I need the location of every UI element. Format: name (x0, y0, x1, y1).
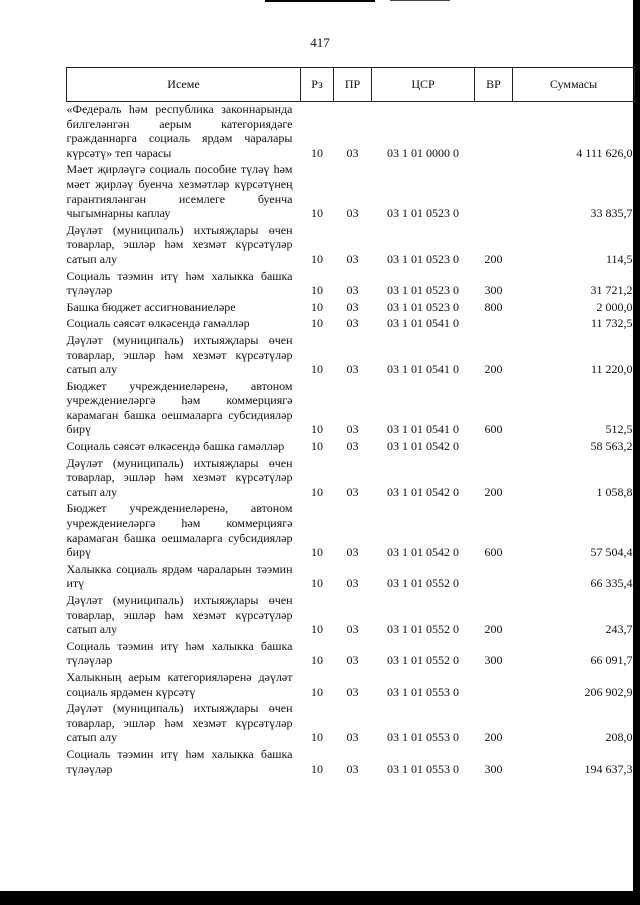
row-name: Башка бюджет ассигнованиеләре (66, 299, 236, 314)
row-rz: 10 (311, 484, 323, 499)
row-rz: 10 (311, 576, 323, 591)
row-vr: 200 (484, 484, 503, 499)
row-csr: 03 1 01 0542 0 (387, 484, 459, 499)
row-csr: 03 1 01 0553 0 (387, 730, 459, 745)
row-vr: 200 (484, 362, 503, 377)
row-vr: 200 (484, 730, 503, 745)
row-csr: 03 1 01 0523 0 (387, 251, 459, 266)
row-vr: 600 (484, 545, 503, 560)
row-rz: 10 (311, 362, 323, 377)
row-name: Бюджет учреждениеләренә, автоном учреждениеләргә һәм коммерциягә карамаган башка оешмаларга субсидияләр бирү (66, 378, 293, 437)
table-row (67, 331, 635, 377)
row-csr: 03 1 01 0553 0 (387, 684, 459, 699)
table-row (67, 221, 635, 267)
row-sum: 208,0 (605, 730, 633, 745)
row-sum: 1 058,8 (596, 484, 633, 499)
row-vr: 300 (484, 283, 503, 298)
table-row (67, 560, 635, 591)
row-csr: 03 1 01 0523 0 (387, 299, 459, 314)
row-rz: 10 (311, 761, 323, 776)
row-name: Дәүләт (муниципаль) ихтыяҗлары өчен товарлар, эшләр һәм хезмәт күрсәтүләр сатып алу (66, 593, 293, 637)
row-rz: 10 (311, 316, 323, 331)
row-vr (475, 437, 513, 454)
table-row (67, 499, 635, 559)
row-rz: 10 (311, 653, 323, 668)
table-row (67, 160, 635, 220)
row-pr: 03 (346, 422, 359, 437)
row-name: Бюджет учреждениеләренә, автоном учреждениеләргә һәм коммерциягә карамаган башка оешмаларга субсидияләр бирү (66, 501, 293, 560)
row-rz: 10 (311, 299, 323, 314)
row-sum: 33 835,7 (590, 206, 633, 221)
row-sum: 2 000,0 (596, 299, 633, 314)
row-vr: 300 (484, 653, 503, 668)
page-number: 417 (310, 35, 330, 50)
row-name: «Федераль һәм республика законнарында билгеләнгән аерым категориядәге гражданнарга социаль ярдәм чаралары күрсәтү» теп чарасы (66, 102, 293, 160)
row-csr: 03 1 01 0523 0 (387, 283, 459, 298)
row-name: Мәет җирләүгә социаль пособие түләү һәм мәет җирләү буенча хезмәтләр күрсәтүнең гарантияләнгән исемлеге буенча чыгымнарны каплау (66, 162, 293, 221)
table-row (67, 437, 635, 454)
row-rz: 10 (311, 145, 323, 160)
header-sum: Суммасы (513, 68, 635, 102)
row-name: Социаль тәэмин итү һәм халыкка башка түләүләр (66, 746, 293, 776)
row-pr: 03 (346, 545, 359, 560)
row-sum: 243,7 (605, 622, 633, 637)
header-rz: Рз (301, 68, 334, 102)
row-sum: 66 335,4 (590, 576, 633, 591)
table-row (67, 699, 635, 745)
row-vr: 800 (484, 299, 503, 314)
row-name: Дәүләт (муниципаль) ихтыяҗлары өчен товарлар, эшләр һәм хезмәт күрсәтүләр сатып алу (66, 332, 293, 377)
row-sum: 4 111 626,0 (576, 145, 633, 160)
row-name: Социаль сәясәт өлкәсендә гамәлләр (66, 316, 250, 331)
row-vr: 200 (484, 251, 503, 266)
row-pr: 03 (346, 251, 359, 266)
row-sum: 58 563,2 (590, 439, 633, 454)
row-sum: 11 220,0 (590, 362, 633, 377)
row-name: Халыкның аерым категорияләренә дәүләт социаль ярдәмен күрсәтү (66, 669, 293, 699)
row-rz: 10 (311, 422, 323, 437)
row-rz: 10 (311, 206, 323, 221)
table-row (67, 745, 635, 776)
row-sum: 512,5 (605, 422, 633, 437)
table-row (67, 637, 635, 668)
row-rz: 10 (311, 684, 323, 699)
row-name: Дәүләт (муниципаль) ихтыяҗлары өчен товарлар, эшләр һәм хезмәт күрсәтүләр сатып алу (66, 455, 293, 499)
row-csr: 03 1 01 0541 0 (387, 316, 459, 331)
table-row (67, 591, 635, 637)
row-csr: 03 1 01 0552 0 (387, 653, 459, 668)
row-vr (475, 102, 513, 161)
row-pr: 03 (346, 684, 359, 699)
row-pr: 03 (346, 730, 359, 745)
row-csr: 03 1 01 0542 0 (387, 439, 459, 454)
scan-border-bottom (0, 891, 640, 905)
table-row (67, 668, 635, 699)
row-name: Халыкка социаль ярдәм чараларын тәэмин итү (66, 561, 293, 591)
row-csr: 03 1 01 0542 0 (387, 545, 459, 560)
row-rz: 10 (311, 251, 323, 266)
row-pr: 03 (346, 761, 359, 776)
row-rz: 10 (311, 545, 323, 560)
row-csr: 03 1 01 0000 0 (387, 145, 459, 160)
row-name: Социаль тәэмин итү һәм халыкка башка түләүләр (66, 638, 293, 668)
header-csr: ЦСР (372, 68, 475, 102)
table-row (67, 298, 635, 315)
row-vr (475, 314, 513, 331)
row-rz: 10 (311, 439, 323, 454)
row-name: Социаль сәясәт өлкәсендә башка гамәлләр (66, 439, 285, 454)
row-csr: 03 1 01 0553 0 (387, 761, 459, 776)
row-sum: 57 504,4 (590, 545, 633, 560)
table-row (67, 314, 635, 331)
row-name: Социаль тәэмин итү һәм халыкка башка түләүләр (66, 268, 293, 298)
table-header-row (67, 68, 635, 102)
row-pr: 03 (346, 283, 359, 298)
row-csr: 03 1 01 0541 0 (387, 362, 459, 377)
row-csr: 03 1 01 0523 0 (387, 206, 459, 221)
row-csr: 03 1 01 0552 0 (387, 622, 459, 637)
row-sum: 194 637,3 (584, 761, 633, 776)
scan-artifact-top (265, 0, 375, 2)
row-pr: 03 (346, 653, 359, 668)
table-row (67, 377, 635, 437)
row-pr: 03 (346, 484, 359, 499)
header-name: Исеме (67, 68, 301, 102)
row-vr: 600 (484, 422, 503, 437)
row-sum: 66 091,7 (590, 653, 633, 668)
table-row (67, 267, 635, 298)
scan-artifact-top-2 (390, 0, 450, 1)
row-sum: 206 902,9 (584, 684, 633, 699)
row-rz: 10 (311, 730, 323, 745)
row-sum: 31 721,2 (590, 283, 633, 298)
row-vr (475, 160, 513, 220)
row-name: Дәүләт (муниципаль) ихтыяҗлары өчен товарлар, эшләр һәм хезмәт күрсәтүләр сатып алу (66, 701, 293, 745)
header-pr: ПР (334, 68, 372, 102)
table-row (67, 454, 635, 500)
row-pr: 03 (346, 316, 359, 331)
row-vr: 300 (484, 761, 503, 776)
row-csr: 03 1 01 0541 0 (387, 422, 459, 437)
row-vr (475, 668, 513, 699)
row-sum: 114,5 (605, 251, 633, 266)
row-pr: 03 (346, 439, 359, 454)
row-pr: 03 (346, 145, 359, 160)
row-pr: 03 (346, 206, 359, 221)
row-name: Дәүләт (муниципаль) ихтыяҗлары өчен товарлар, эшләр һәм хезмәт күрсәтүләр сатып алу (66, 222, 293, 266)
row-pr: 03 (346, 576, 359, 591)
row-csr: 03 1 01 0552 0 (387, 576, 459, 591)
row-pr: 03 (346, 299, 359, 314)
budget-table (66, 67, 635, 776)
row-pr: 03 (346, 362, 359, 377)
row-vr (475, 560, 513, 591)
row-sum: 11 732,5 (590, 316, 633, 331)
header-vr: ВР (475, 68, 513, 102)
row-rz: 10 (311, 622, 323, 637)
row-vr: 200 (484, 622, 503, 637)
row-rz: 10 (311, 283, 323, 298)
table-row (67, 102, 635, 161)
row-pr: 03 (346, 622, 359, 637)
